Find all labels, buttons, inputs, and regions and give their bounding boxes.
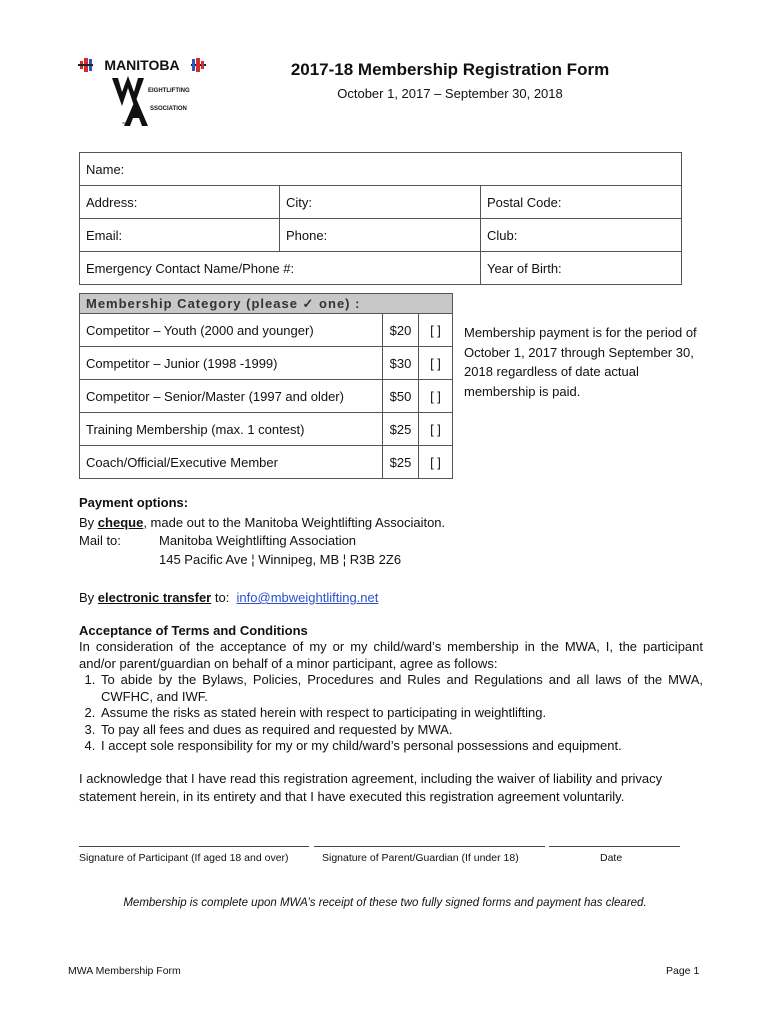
terms-heading: Acceptance of Terms and Conditions: [79, 623, 308, 638]
completion-note: Membership is complete upon MWA’s receipt of these two fully signed forms and payment has cleared.: [123, 897, 647, 909]
emergency-contact-label: Emergency Contact Name/Phone #:: [86, 260, 295, 276]
postal-code-label: Postal Code:: [487, 194, 562, 210]
category-price: $20: [383, 314, 419, 347]
category-label: Coach/Official/Executive Member: [80, 446, 383, 479]
phone-label: Phone:: [286, 227, 328, 243]
terms-item: 2. Assume the risks as stated herein with respect to participating in weightlifting.: [99, 705, 703, 722]
address-field[interactable]: [80, 186, 280, 219]
logo-line3: SSOCIATION: [150, 106, 187, 112]
postal-code-field[interactable]: [481, 186, 682, 219]
address-label: Address:: [86, 194, 138, 210]
year-of-birth-field[interactable]: [481, 252, 682, 285]
payment-heading: Payment options:: [79, 495, 189, 510]
name-field[interactable]: [80, 153, 682, 186]
terms-intro: In consideration of the acceptance of my or my child/ward’s membership in the MWA, I, the participant and/or parent/guardian on behalf of a minor participant, agree as follows:: [79, 639, 703, 671]
terms-item: 4. I accept sole responsibility for my or my child/ward’s personal possessions and equipment.: [99, 738, 703, 755]
category-row: [80, 380, 453, 413]
mail-address-line1: Manitoba Weightlifting Association: [159, 533, 357, 548]
logo-line2: EIGHTLIFTING: [148, 88, 190, 94]
acknowledgement: I acknowledge that I have read this registration agreement, including the waiver of liability and privacy statement herein, in its entirety and that I have executed this registration agreement voluntarily.: [79, 771, 663, 804]
category-row: [80, 314, 453, 347]
mail-to-label: Mail to:: [79, 533, 121, 548]
page-title: 2017-18 Membership Registration Form: [290, 60, 610, 79]
footer-form-name: MWA Membership Form: [68, 965, 181, 977]
date-label: Date: [600, 852, 623, 864]
category-row: [80, 347, 453, 380]
category-checkbox[interactable]: [ ]: [419, 380, 453, 413]
category-row: [80, 446, 453, 479]
cheque-prefix: By: [79, 515, 98, 530]
category-price: $25: [383, 413, 419, 446]
emergency-contact-field[interactable]: [80, 252, 481, 285]
cheque-word: cheque: [97, 515, 144, 530]
cheque-line: [79, 515, 445, 530]
mail-address-line2: 145 Pacific Ave ¦ Winnipeg, MB ¦ R3B 2Z6: [159, 552, 402, 567]
year-of-birth-label: Year of Birth:: [487, 260, 562, 276]
page-subtitle: October 1, 2017 – September 30, 2018: [337, 86, 563, 101]
etransfer-word: electronic transfer: [97, 590, 212, 605]
city-label: City:: [286, 194, 312, 210]
category-label: Competitor – Junior (1998 -1999): [80, 347, 383, 380]
participant-signature-line[interactable]: [79, 846, 309, 847]
category-checkbox[interactable]: [ ]: [419, 314, 453, 347]
terms-item: 3. To pay all fees and dues as required and requested by MWA.: [99, 722, 703, 739]
footer-page-number: Page 1: [666, 965, 700, 977]
category-checkbox[interactable]: [ ]: [419, 413, 453, 446]
city-field[interactable]: [280, 186, 481, 219]
parent-signature-line[interactable]: [314, 846, 545, 847]
parent-signature-label: Signature of Parent/Guardian (If under 18): [322, 852, 519, 864]
name-label: Name:: [86, 161, 125, 177]
category-label: Competitor – Senior/Master (1997 and older): [80, 380, 383, 413]
terms-section: [79, 639, 703, 755]
mwa-logo: [78, 48, 206, 128]
category-row: [80, 413, 453, 446]
member-info-table: [79, 152, 682, 285]
club-field[interactable]: [481, 219, 682, 252]
logo-small: INC.: [122, 121, 128, 125]
category-label: Competitor – Youth (2000 and younger): [80, 314, 383, 347]
cheque-rest: , made out to the Manitoba Weightlifting Associaiton.: [143, 515, 446, 530]
date-line[interactable]: [549, 846, 680, 847]
etransfer-email-link[interactable]: info@mbweightlifting.net: [236, 590, 379, 605]
etransfer-prefix: By: [79, 590, 98, 605]
phone-field[interactable]: [280, 219, 481, 252]
club-label: Club:: [487, 227, 518, 243]
category-label: Training Membership (max. 1 contest): [80, 413, 383, 446]
terms-list: [99, 672, 703, 755]
email-label: Email:: [86, 227, 123, 243]
logo-line1: MANITOBA: [104, 57, 180, 73]
participant-signature-label: Signature of Participant (If aged 18 and over): [79, 852, 289, 864]
category-price: $30: [383, 347, 419, 380]
membership-period-note: Membership payment is for the period of October 1, 2017 through September 30, 2018 regardless of date actual membership is paid.: [464, 325, 697, 399]
category-price: $25: [383, 446, 419, 479]
category-price: $50: [383, 380, 419, 413]
terms-item: 1. To abide by the Bylaws, Policies, Procedures and Rules and Regulations and all laws of the MWA, CWFHC, and IWF.: [99, 672, 703, 705]
email-field[interactable]: [80, 219, 280, 252]
category-checkbox[interactable]: [ ]: [419, 446, 453, 479]
etransfer-rest: to:: [211, 590, 237, 605]
etransfer-line: [79, 590, 378, 605]
category-checkbox[interactable]: [ ]: [419, 347, 453, 380]
membership-category-table: [79, 293, 453, 479]
category-header: Membership Category (please ✓ one) :: [80, 294, 453, 314]
